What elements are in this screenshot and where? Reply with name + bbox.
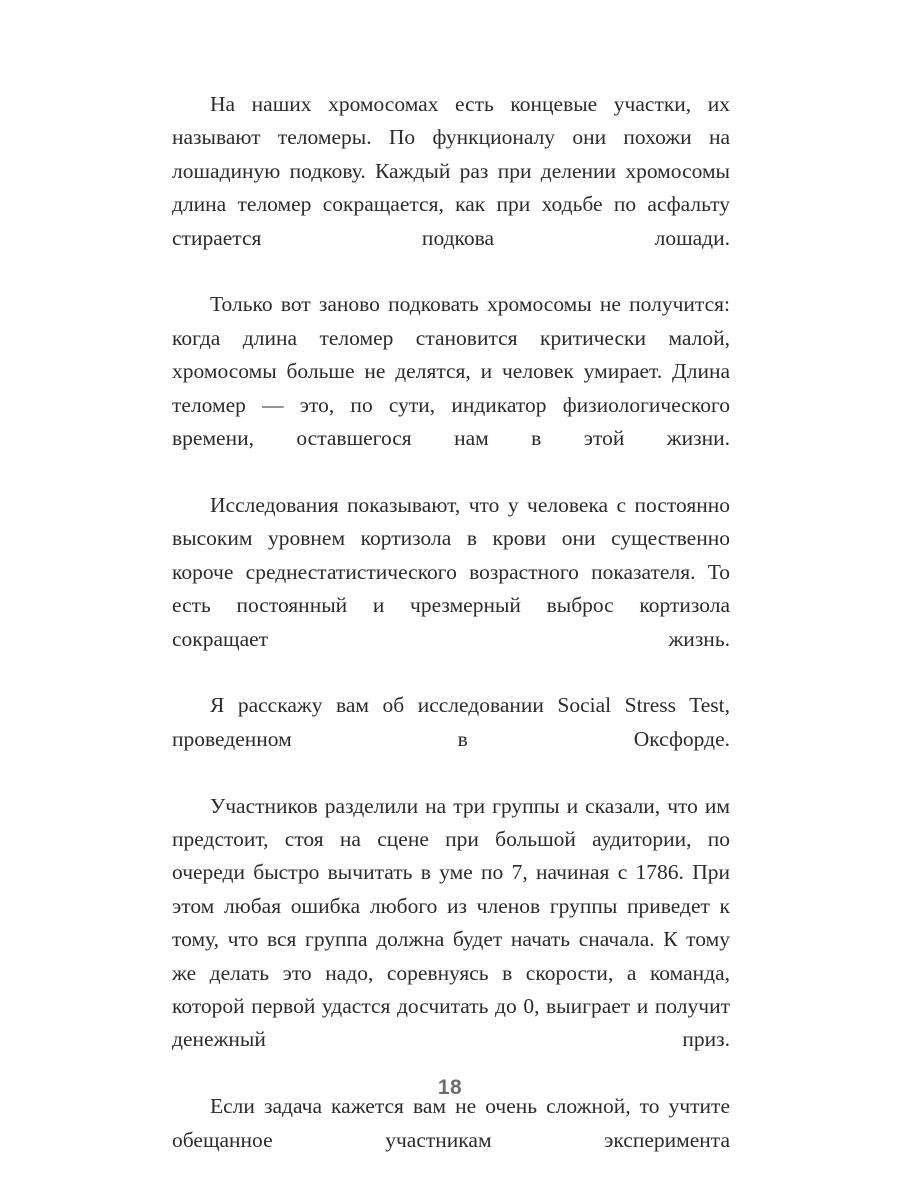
- paragraph-2: Только вот заново подковать хромосомы не получится: когда длина теломер становится критически малой, хромосомы больше не делятся, и человек умирает. Длина теломер — это, по сути, индикатор физиологического времени, оставшегося нам в этой жизни.: [172, 292, 730, 451]
- paragraph-6: Если задача кажется вам не очень сложной, то учтите обещанное участникам эксперимента: [172, 1094, 730, 1152]
- paragraph-5: Участников разделили на три группы и сказали, что им предстоит, стоя на сцене при большой аудитории, по очереди быстро вычитать в уме по 7, начиная с 1786. При этом любая ошибка любого из членов группы приведет к тому, что вся группа должна будет начать сначала. К тому же делать это надо, соревнуясь в скорости, а команда, которой первой удастся досчитать до 0, выиграет и получит денежный приз.: [172, 793, 730, 1052]
- paragraph-4: Я расскажу вам об исследовании Social Stress Test, проведенном в Оксфорде.: [172, 693, 730, 751]
- page-number: 18: [437, 1076, 463, 1099]
- paragraph-3: Исследования показывают, что у человека с постоянно высоким уровнем кортизола в крови они существенно короче среднестатистического возрастного показателя. То есть постоянный и чрезмерный выброс кортизола сокращает жизнь.: [172, 492, 730, 651]
- paragraph-1: На наших хромосомах есть концевые участки, их называют теломеры. По функционалу они похожи на лошадиную подкову. Каждый раз при делении хромосомы длина теломер сокращается, как при ходьбе по асфальту стирается подкова лошади.: [172, 92, 730, 250]
- body-text-column: [172, 88, 730, 1190]
